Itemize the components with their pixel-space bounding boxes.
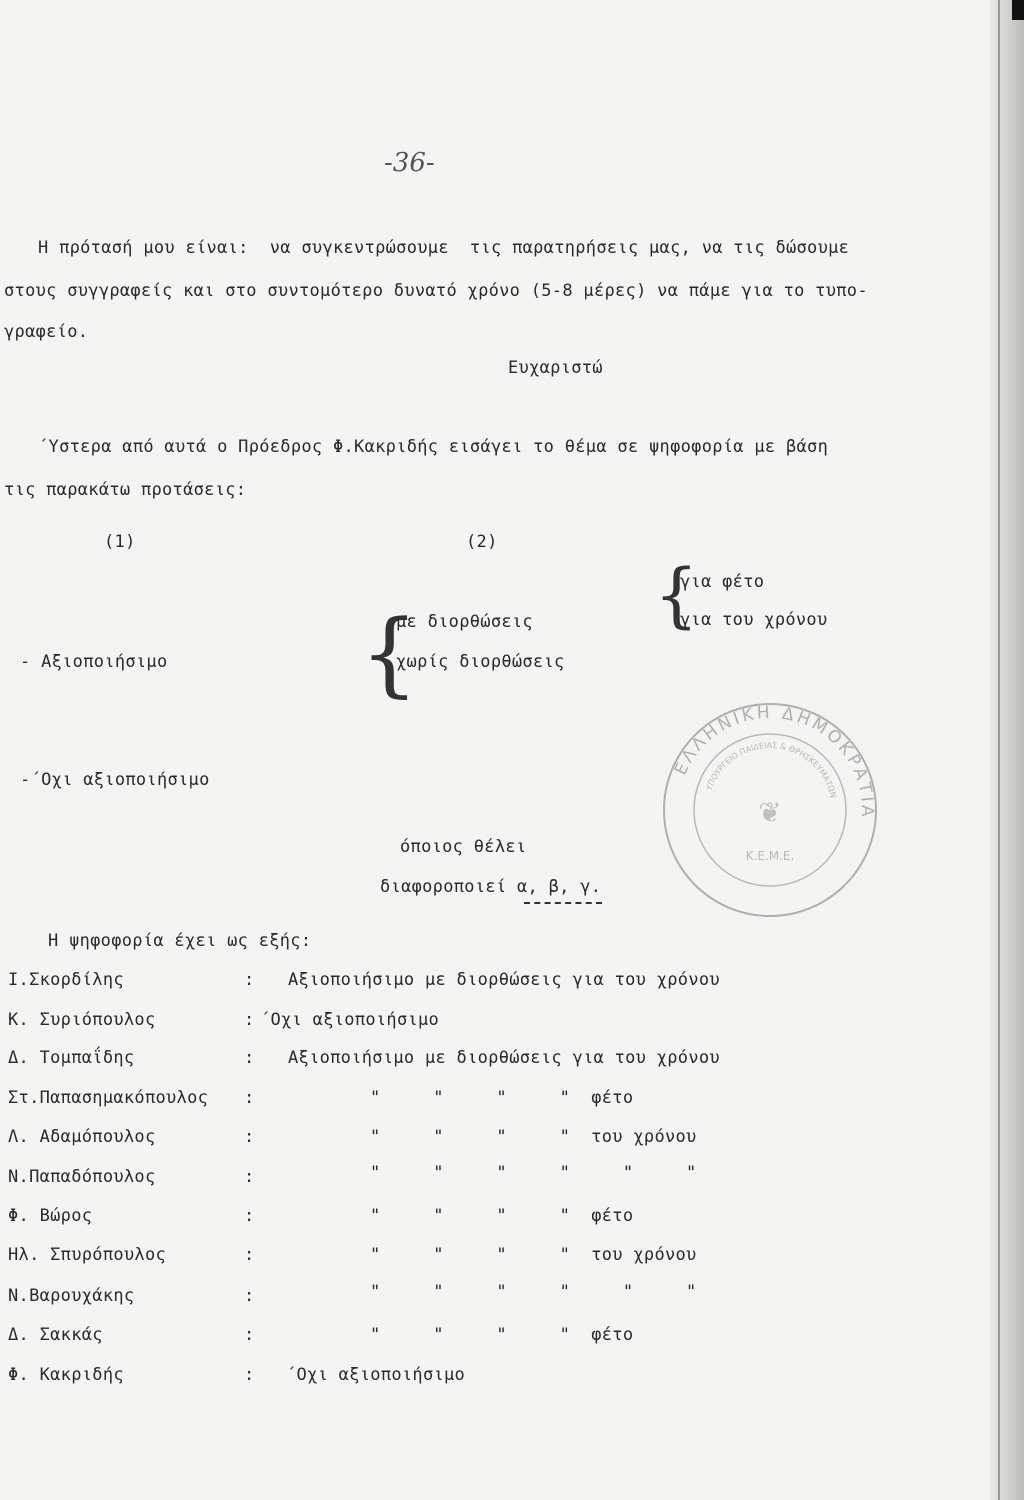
vote-value: " " " " φέτο: [370, 1088, 634, 1108]
voter-name: Ν.Παπαδόπουλος: [8, 1167, 156, 1187]
vote-separator: :: [244, 1325, 255, 1345]
vote-separator: :: [244, 970, 255, 990]
brace-corrections-icon: {: [360, 600, 419, 707]
option-this-year: για φέτο: [680, 572, 765, 592]
voter-name: Κ. Συριόπουλος: [8, 1010, 156, 1030]
vote-value: ΄Οχι αξιοποιήσιμο: [286, 1365, 466, 1385]
page-edge-line: [998, 0, 1000, 1500]
voter-name: Ηλ. Σπυρόπουλος: [8, 1245, 167, 1265]
after-line-2: τις παρακάτω προτάσεις:: [4, 480, 247, 500]
option-whoever-wants: όποιος θέλει: [400, 837, 527, 857]
vote-separator: :: [244, 1206, 255, 1226]
differentiates-text: διαφοροποιεί: [380, 877, 507, 897]
voter-name: Στ.Παπασημακόπουλος: [8, 1088, 209, 1108]
vote-separator: :: [244, 1167, 255, 1187]
vote-separator: :: [244, 1245, 255, 1265]
stamp-inner-text: ΥΠΟΥΡΓΕΙΟ ΠΑΙΔΕΙΑΣ & ΘΡΗΣΚΕΥΜΑΤΩΝ: [704, 740, 838, 799]
vote-value: " " " " φέτο: [370, 1325, 634, 1345]
corner-mark: [1012, 0, 1024, 20]
vote-value: ΄Οχι αξιοποιήσιμο: [260, 1010, 440, 1030]
voter-name: Ν.Βαρουχάκης: [8, 1286, 135, 1306]
voter-name: Φ. Βώρος: [8, 1206, 93, 1226]
page-number: -36-: [384, 148, 435, 178]
option-without-corrections: χωρίς διορθώσεις: [396, 652, 565, 672]
differentiates-letters: α, β, γ: [516, 877, 591, 897]
vote-value: " " " " του χρόνου: [370, 1245, 697, 1265]
vote-value: " " " " " ": [370, 1163, 697, 1183]
letters-underline: [524, 902, 602, 904]
stamp-outer-text: ΕΛΛΗΝΙΚΗ ΔΗΜΟΚΡΑΤΙΑ: [670, 702, 878, 820]
voter-name: Δ. Σακκάς: [8, 1325, 103, 1345]
vote-separator: :: [244, 1365, 255, 1385]
vote-value: " " " " " ": [370, 1282, 697, 1302]
vote-separator: :: [244, 1088, 255, 1108]
vote-value: " " " " του χρόνου: [370, 1127, 697, 1147]
vote-separator: :: [244, 1048, 255, 1068]
vote-value: " " " " φέτο: [370, 1206, 634, 1226]
vote-separator: :: [244, 1127, 255, 1147]
brace-time-icon: {: [654, 554, 699, 636]
stamp-bottom-text: Κ.Ε.Μ.Ε.: [745, 849, 795, 863]
differentiates-period: .: [590, 877, 602, 897]
option-with-corrections: με διορθώσεις: [396, 612, 533, 632]
voter-name: Φ. Κακριδής: [8, 1365, 124, 1385]
option-approved: - Αξιοποιήσιμο: [20, 652, 168, 672]
option-col-1-label: (1): [104, 532, 136, 552]
vote-separator: :: [244, 1286, 255, 1306]
vote-intro: Η ψηφοφορία έχει ως εξής:: [48, 931, 312, 951]
official-stamp: [660, 700, 880, 920]
thanks: Ευχαριστώ: [508, 358, 603, 378]
vote-value: Αξιοποιήσιμο με διορθώσεις για του χρόνου: [288, 970, 720, 990]
vote-value: Αξιοποιήσιμο με διορθώσεις για του χρόνου: [288, 1048, 720, 1068]
option-col-2-label: (2): [466, 532, 498, 552]
paragraph-line-3: γραφείο.: [4, 322, 89, 342]
voter-name: Λ. Αδαμόπουλος: [8, 1127, 156, 1147]
option-differentiates: [380, 877, 601, 897]
paragraph-line-2: στους συγγραφείς και στο συντομότερο δυνατό χρόνο (5-8 μέρες) να πάμε για το τυπο-: [4, 281, 868, 301]
vote-separator: :: [244, 1010, 255, 1030]
option-not-approved: -΄Οχι αξιοποιήσιμο: [20, 770, 210, 790]
after-line-1: ΄Υστερα από αυτά ο Πρόεδρος Φ.Κακριδής εισάγει το θέμα σε ψηφοφορία με βάση: [38, 437, 829, 457]
voter-name: Δ. Τομπαΐδης: [8, 1048, 135, 1068]
paragraph-line-1: Η πρότασή μου είναι: να συγκεντρώσουμε τις παρατηρήσεις μας, να τις δώσουμε: [38, 238, 850, 258]
page-edge: [990, 0, 1024, 1500]
stamp-emblem-icon: ❦: [758, 796, 782, 829]
option-next-year: για του χρόνου: [680, 610, 828, 630]
voter-name: Ι.Σκορδίλης: [8, 970, 124, 990]
